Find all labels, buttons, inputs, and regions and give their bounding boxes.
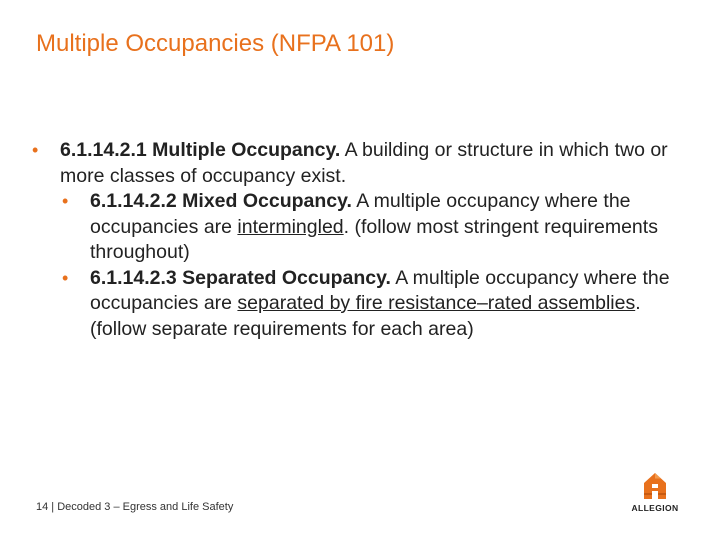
bullet-paragraph xyxy=(60,138,690,189)
slide-footer: 14 | Decoded 3 – Egress and Life Safety xyxy=(36,501,234,513)
bullet-icon: • xyxy=(62,191,69,211)
slide-content xyxy=(30,138,690,342)
bullet-icon: • xyxy=(62,267,69,288)
bullet-mixed-occupancy xyxy=(30,189,690,266)
bullet-text: . (follow separate requirements for each area) xyxy=(90,292,641,340)
bullet-term: 6.1.14.2.1 Multiple Occupancy. xyxy=(60,139,341,161)
bullet-paragraph xyxy=(90,266,690,343)
underlined-term: intermingled xyxy=(237,215,344,238)
bullet-paragraph xyxy=(90,189,690,266)
bullet-text: . (follow most stringent requirements throughout) xyxy=(90,215,658,263)
bullet-text: A multiple occupancy where the occupancies are xyxy=(90,190,631,238)
allegion-logo xyxy=(622,472,688,518)
bullet-multiple-occupancy xyxy=(30,138,690,189)
logo-text: ALLEGION xyxy=(631,503,679,513)
bullet-text: A building or structure in which two or more classes of occupancy exist. xyxy=(60,139,668,187)
allegion-logo-icon xyxy=(642,472,668,500)
bullet-text: A multiple occupancy where the occupancies are xyxy=(90,266,670,314)
bullet-term: 6.1.14.2.2 Mixed Occupancy. xyxy=(90,190,352,212)
bullet-icon: • xyxy=(32,140,39,160)
slide-title: Multiple Occupancies (NFPA 101) xyxy=(36,30,395,57)
bullet-term: 6.1.14.2.3 Separated Occupancy. xyxy=(90,266,391,289)
underlined-term: separated by fire resistance–rated assemblies xyxy=(237,292,636,314)
bullet-separated-occupancy xyxy=(30,266,690,343)
